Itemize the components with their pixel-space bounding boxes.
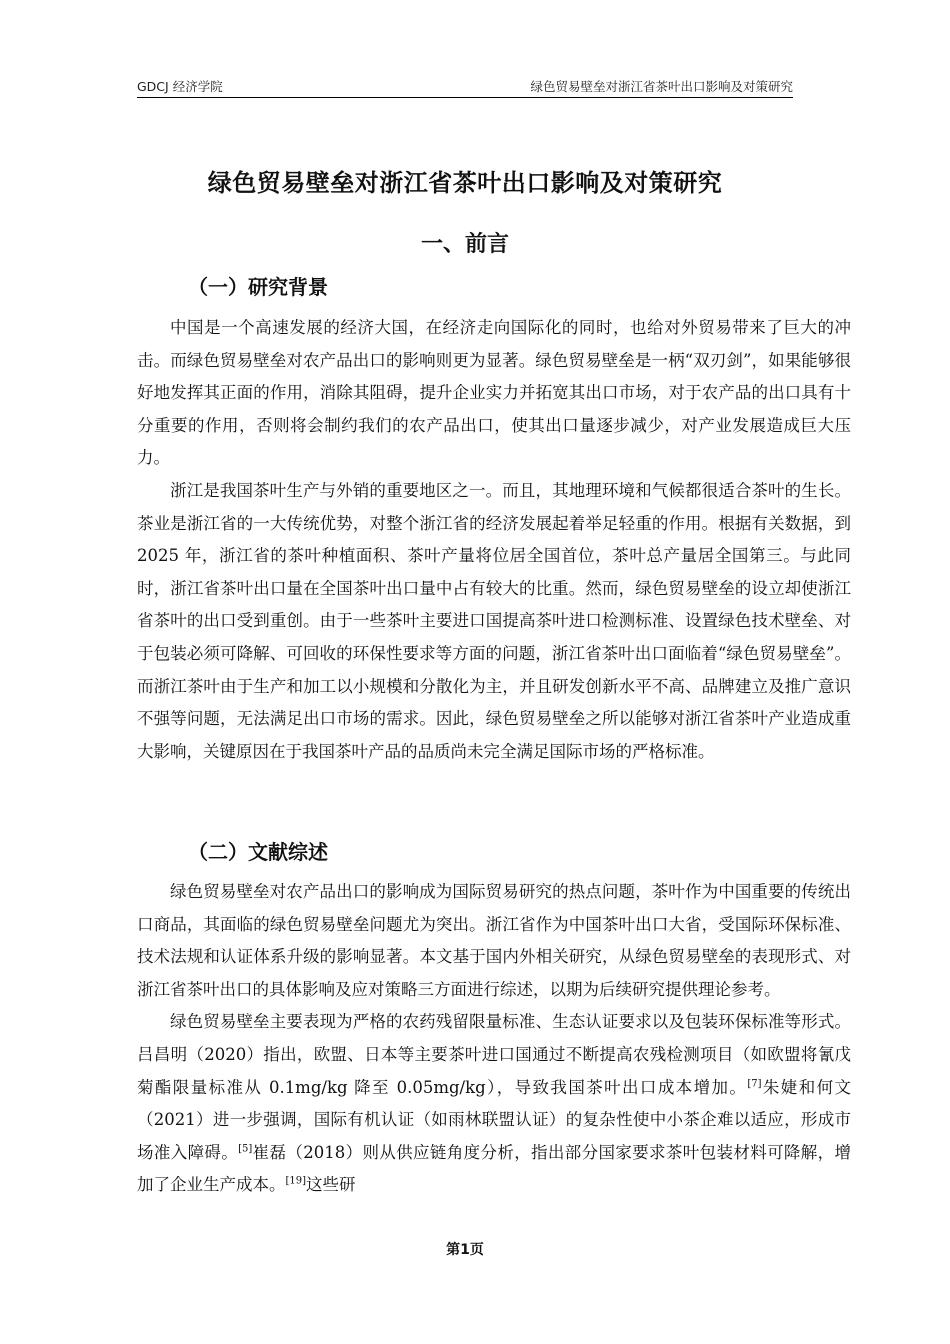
body-paragraph: 中国是一个高速发展的经济大国，在经济走向国际化的同时，也给对外贸易带来了巨大的冲击。而绿色贸易壁垒对农产品出口的影响则更为显著。绿色贸易壁垒是一柄“双刃剑”，如果能够很好地发挥其正面的作用，消除其阻碍，提升企业实力并拓宽其出口市场，对于农产品的出口具有十分重要的作用，否则将会制约我们的农产品出口，使其出口量逐步减少，对产业发展造成巨大压力。 <box>137 318 851 468</box>
citation-reference: [5] <box>238 1143 253 1155</box>
header-short-title: 绿色贸易壁垒对浙江省茶叶出口影响及对策研究 <box>530 79 793 94</box>
citation-reference: [7] <box>747 1078 762 1090</box>
body-paragraph: 绿色贸易壁垒对农产品出口的影响成为国际贸易研究的热点问题，茶叶作为中国重要的传统出口商品，其面临的绿色贸易壁垒问题尤为突出。浙江省作为中国茶叶出口大省，受国际环保标准、技术法规和认证体系升级的影响显著。本文基于国内外相关研究，从绿色贸易壁垒的表现形式、对浙江省茶叶出口的具体影响及应对策略三方面进行综述，以期为后续研究提供理论参考。 <box>137 882 851 999</box>
paragraph-text: 这些研 <box>306 1175 356 1195</box>
paragraph-text: 朱婕和何文（2021）进一步强调，国际有机认证（如雨林联盟认证）的复杂性使中小茶企难以适应，形成市场准入障碍。 <box>137 1077 852 1162</box>
subsection-heading-literature-review: （二）文献综述 <box>188 840 328 864</box>
paper-title: 绿色贸易壁垒对浙江省茶叶出口影响及对策研究 <box>207 169 723 197</box>
section-heading-preface: 一、前言 <box>420 232 509 257</box>
literature-review-body <box>137 876 851 1202</box>
header-institution: GDCJ 经济学院 <box>137 79 223 94</box>
background-body <box>137 312 851 768</box>
running-header <box>137 79 793 98</box>
page-number: 第1页 <box>446 1242 484 1258</box>
body-paragraph <box>137 1006 851 1202</box>
body-paragraph: 浙江是我国茶叶生产与外销的重要地区之一。而且，其地理环境和气候都很适合茶叶的生长。茶业是浙江省的一大传统优势，对整个浙江省的经济发展起着举足轻重的作用。根据有关数据，到 2025 年，浙江省的茶叶种植面积、茶叶产量将位居全国首位，茶叶总产量居全国第三。与此同时，浙江省茶叶出口量在全国茶叶出口量中占有较大的比重。然而，绿色贸易壁垒的设立却使浙江省茶叶的出口受到重创。由于一些茶叶主要进口国提高茶叶进口检测标准、设置绿色技术壁垒、对于包装必须可降解、可回收的环保性要求等方面的问题，浙江省茶叶出口面临着“绿色贸易壁垒”。而浙江茶叶由于生产和加工以小规模和分散化为主，并且研发创新水平不高、品牌建立及推广意识不强等问题，无法满足出口市场的需求。因此，绿色贸易壁垒之所以能够对浙江省茶叶产业造成重大影响，关键原因在于我国茶叶产品的品质尚未完全满足国际市场的严格标准。 <box>137 480 851 761</box>
paragraph-text: 崔磊（2018）则从供应链角度分析，指出部分国家要求茶叶包装材料可降解，增加了企业生产成本。 <box>137 1142 851 1195</box>
citation-reference: [19] <box>285 1175 307 1187</box>
subsection-heading-background: （一）研究背景 <box>188 275 328 299</box>
paragraph-text: 绿色贸易壁垒主要表现为严格的农药残留限量标准、生态认证要求以及包装环保标准等形式。吕昌明（2020）指出，欧盟、日本等主要茶叶进口国通过不断提高农残检测项目（如欧盟将氰戊菊酯限量标准从 0.1mg/kg 降至 0.05mg/kg），导致我国茶叶出口成本增加。 <box>137 1012 851 1097</box>
